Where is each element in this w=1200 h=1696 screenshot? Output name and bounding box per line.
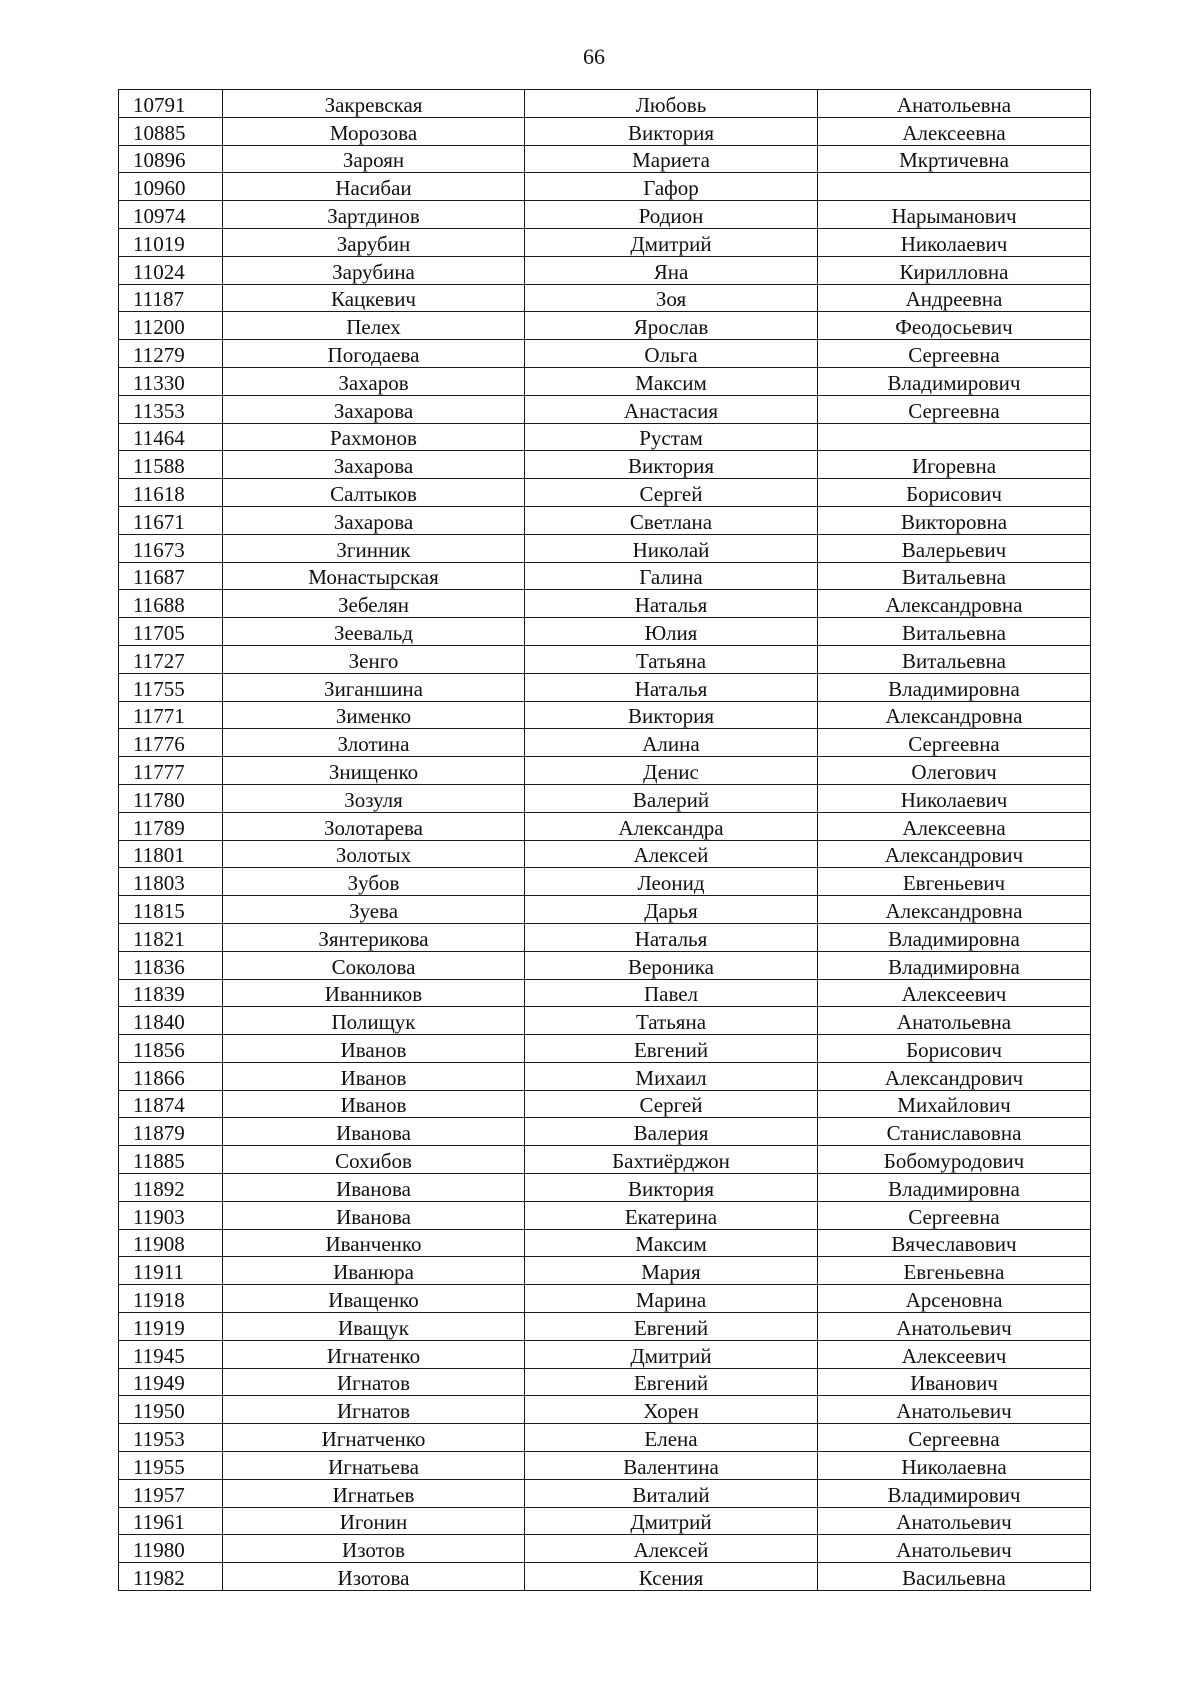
cell-patronymic: Станиславовна [818, 1118, 1091, 1146]
table-row [119, 256, 1091, 284]
cell-last-name: Игнатченко [223, 1424, 525, 1452]
cell-id: 11982 [119, 1563, 223, 1591]
cell-patronymic: Кирилловна [818, 256, 1091, 284]
cell-id: 11789 [119, 812, 223, 840]
table-row [119, 618, 1091, 646]
cell-patronymic: Алексеевна [818, 117, 1091, 145]
cell-first-name: Гафор [525, 173, 818, 201]
table-row [119, 951, 1091, 979]
cell-patronymic: Феодосьевич [818, 312, 1091, 340]
cell-last-name: Иванченко [223, 1229, 525, 1257]
cell-patronymic: Олегович [818, 757, 1091, 785]
cell-id: 11949 [119, 1368, 223, 1396]
table-row [119, 1368, 1091, 1396]
cell-id: 11919 [119, 1313, 223, 1341]
cell-first-name: Екатерина [525, 1201, 818, 1229]
table-row [119, 1146, 1091, 1174]
cell-first-name: Михаил [525, 1062, 818, 1090]
cell-id: 11856 [119, 1035, 223, 1063]
cell-last-name: Иванов [223, 1062, 525, 1090]
cell-patronymic: Андреевна [818, 284, 1091, 312]
cell-id: 11187 [119, 284, 223, 312]
cell-last-name: Иванов [223, 1090, 525, 1118]
cell-first-name: Виктория [525, 117, 818, 145]
cell-first-name: Алексей [525, 840, 818, 868]
cell-first-name: Дмитрий [525, 1340, 818, 1368]
cell-id: 10896 [119, 145, 223, 173]
table-row [119, 228, 1091, 256]
table-row [119, 729, 1091, 757]
table-row [119, 784, 1091, 812]
table-row [119, 117, 1091, 145]
cell-first-name: Хорен [525, 1396, 818, 1424]
cell-last-name: Игнатов [223, 1368, 525, 1396]
cell-first-name: Галина [525, 562, 818, 590]
cell-first-name: Евгений [525, 1313, 818, 1341]
cell-id: 11815 [119, 896, 223, 924]
cell-first-name: Ольга [525, 340, 818, 368]
cell-last-name: Изотова [223, 1563, 525, 1591]
cell-first-name: Сергей [525, 479, 818, 507]
cell-last-name: Иванова [223, 1174, 525, 1202]
table-row [119, 979, 1091, 1007]
cell-first-name: Валерия [525, 1118, 818, 1146]
cell-last-name: Зенго [223, 645, 525, 673]
cell-id: 11866 [119, 1062, 223, 1090]
cell-patronymic: Александрович [818, 840, 1091, 868]
cell-id: 11727 [119, 645, 223, 673]
cell-last-name: Морозова [223, 117, 525, 145]
table-row [119, 1007, 1091, 1035]
cell-last-name: Салтыков [223, 479, 525, 507]
cell-patronymic: Николаевич [818, 784, 1091, 812]
cell-id: 10885 [119, 117, 223, 145]
cell-patronymic: Александровна [818, 701, 1091, 729]
cell-patronymic: Анатольевич [818, 1396, 1091, 1424]
table-row [119, 1340, 1091, 1368]
table-row [119, 868, 1091, 896]
cell-id: 11821 [119, 923, 223, 951]
cell-last-name: Сохибов [223, 1146, 525, 1174]
table-row [119, 896, 1091, 924]
cell-first-name: Наталья [525, 673, 818, 701]
cell-id: 11464 [119, 423, 223, 451]
cell-last-name: Игонин [223, 1507, 525, 1535]
cell-patronymic: Александровна [818, 590, 1091, 618]
cell-first-name: Дмитрий [525, 228, 818, 256]
cell-last-name: Злотина [223, 729, 525, 757]
cell-patronymic: Бобомуродович [818, 1146, 1091, 1174]
table-row [119, 1229, 1091, 1257]
cell-id: 11980 [119, 1535, 223, 1563]
cell-first-name: Ксения [525, 1563, 818, 1591]
cell-last-name: Игнатьев [223, 1479, 525, 1507]
cell-last-name: Игнатов [223, 1396, 525, 1424]
table-row [119, 312, 1091, 340]
cell-last-name: Монастырская [223, 562, 525, 590]
cell-first-name: Татьяна [525, 645, 818, 673]
table-row [119, 1424, 1091, 1452]
table-row [119, 1535, 1091, 1563]
cell-patronymic: Владимировна [818, 1174, 1091, 1202]
cell-first-name: Сергей [525, 1090, 818, 1118]
cell-patronymic: Владимировна [818, 673, 1091, 701]
cell-id: 11874 [119, 1090, 223, 1118]
cell-patronymic: Вячеславович [818, 1229, 1091, 1257]
cell-id: 11840 [119, 1007, 223, 1035]
cell-first-name: Евгений [525, 1368, 818, 1396]
cell-id: 11961 [119, 1507, 223, 1535]
cell-patronymic: Владимирович [818, 367, 1091, 395]
cell-patronymic: Владимирович [818, 1479, 1091, 1507]
cell-id: 11953 [119, 1424, 223, 1452]
cell-first-name: Анастасия [525, 395, 818, 423]
cell-first-name: Виталий [525, 1479, 818, 1507]
table-row [119, 395, 1091, 423]
cell-patronymic: Сергеевна [818, 1201, 1091, 1229]
cell-id: 11803 [119, 868, 223, 896]
cell-last-name: Захаров [223, 367, 525, 395]
cell-id: 11918 [119, 1285, 223, 1313]
cell-patronymic: Алексеевна [818, 812, 1091, 840]
cell-patronymic: Валерьевич [818, 534, 1091, 562]
cell-patronymic: Владимировна [818, 951, 1091, 979]
cell-patronymic: Нарыманович [818, 201, 1091, 229]
cell-patronymic [818, 173, 1091, 201]
table-row [119, 1313, 1091, 1341]
page-number: 66 [583, 44, 605, 69]
cell-first-name: Виктория [525, 451, 818, 479]
cell-patronymic: Евгеньевич [818, 868, 1091, 896]
table-row [119, 479, 1091, 507]
cell-first-name: Евгений [525, 1035, 818, 1063]
cell-last-name: Игнатенко [223, 1340, 525, 1368]
cell-id: 10791 [119, 90, 223, 118]
cell-id: 11780 [119, 784, 223, 812]
cell-patronymic: Витальевна [818, 562, 1091, 590]
cell-patronymic: Александровна [818, 896, 1091, 924]
table-row [119, 1285, 1091, 1313]
cell-first-name: Светлана [525, 506, 818, 534]
cell-patronymic: Сергеевна [818, 1424, 1091, 1452]
registry-table-body [119, 90, 1091, 1591]
table-row [119, 451, 1091, 479]
cell-last-name: Иванова [223, 1118, 525, 1146]
cell-last-name: Соколова [223, 951, 525, 979]
cell-id: 10960 [119, 173, 223, 201]
table-row [119, 590, 1091, 618]
cell-last-name: Иванова [223, 1201, 525, 1229]
cell-id: 11687 [119, 562, 223, 590]
registry-table [118, 89, 1091, 1591]
cell-first-name: Юлия [525, 618, 818, 646]
cell-id: 11200 [119, 312, 223, 340]
cell-patronymic: Мкртичевна [818, 145, 1091, 173]
table-row [119, 701, 1091, 729]
cell-patronymic: Михайлович [818, 1090, 1091, 1118]
cell-patronymic: Алексеевич [818, 1340, 1091, 1368]
cell-patronymic: Анатольевич [818, 1313, 1091, 1341]
cell-patronymic: Владимировна [818, 923, 1091, 951]
table-row [119, 423, 1091, 451]
cell-last-name: Полищук [223, 1007, 525, 1035]
cell-first-name: Валерий [525, 784, 818, 812]
cell-last-name: Зартдинов [223, 201, 525, 229]
cell-id: 11957 [119, 1479, 223, 1507]
cell-id: 11777 [119, 757, 223, 785]
cell-patronymic: Сергеевна [818, 340, 1091, 368]
cell-last-name: Захарова [223, 451, 525, 479]
cell-id: 11945 [119, 1340, 223, 1368]
table-row [119, 1452, 1091, 1480]
table-row [119, 367, 1091, 395]
cell-first-name: Николай [525, 534, 818, 562]
cell-first-name: Мария [525, 1257, 818, 1285]
cell-id: 11353 [119, 395, 223, 423]
table-row [119, 812, 1091, 840]
cell-last-name: Золотарева [223, 812, 525, 840]
cell-patronymic: Анатольевич [818, 1507, 1091, 1535]
table-row [119, 923, 1091, 951]
cell-id: 11588 [119, 451, 223, 479]
cell-first-name: Александра [525, 812, 818, 840]
cell-last-name: Зянтерикова [223, 923, 525, 951]
table-row [119, 201, 1091, 229]
cell-id: 11892 [119, 1174, 223, 1202]
table-row [119, 145, 1091, 173]
cell-patronymic: Викторовна [818, 506, 1091, 534]
cell-id: 11673 [119, 534, 223, 562]
cell-id: 11836 [119, 951, 223, 979]
cell-last-name: Насибаи [223, 173, 525, 201]
cell-last-name: Иванюра [223, 1257, 525, 1285]
cell-patronymic: Анатольевна [818, 1007, 1091, 1035]
cell-id: 11885 [119, 1146, 223, 1174]
cell-id: 11771 [119, 701, 223, 729]
cell-first-name: Родион [525, 201, 818, 229]
table-row [119, 284, 1091, 312]
table-row [119, 1035, 1091, 1063]
cell-id: 11688 [119, 590, 223, 618]
cell-id: 11801 [119, 840, 223, 868]
cell-patronymic: Сергеевна [818, 729, 1091, 757]
cell-id: 11755 [119, 673, 223, 701]
cell-id: 11330 [119, 367, 223, 395]
cell-last-name: Иващук [223, 1313, 525, 1341]
cell-first-name: Денис [525, 757, 818, 785]
cell-last-name: Зебелян [223, 590, 525, 618]
cell-patronymic: Витальевна [818, 645, 1091, 673]
table-row [119, 1507, 1091, 1535]
cell-last-name: Захарова [223, 395, 525, 423]
cell-id: 11839 [119, 979, 223, 1007]
table-row [119, 1479, 1091, 1507]
table-row [119, 1090, 1091, 1118]
cell-last-name: Игнатьева [223, 1452, 525, 1480]
cell-id: 11903 [119, 1201, 223, 1229]
cell-patronymic: Игоревна [818, 451, 1091, 479]
cell-first-name: Дарья [525, 896, 818, 924]
table-row [119, 534, 1091, 562]
cell-first-name: Вероника [525, 951, 818, 979]
cell-first-name: Наталья [525, 923, 818, 951]
cell-last-name: Зарубина [223, 256, 525, 284]
cell-first-name: Павел [525, 979, 818, 1007]
cell-first-name: Виктория [525, 701, 818, 729]
cell-first-name: Валентина [525, 1452, 818, 1480]
table-row [119, 1201, 1091, 1229]
cell-last-name: Закревская [223, 90, 525, 118]
cell-first-name: Бахтиёрджон [525, 1146, 818, 1174]
cell-first-name: Татьяна [525, 1007, 818, 1035]
table-row [119, 90, 1091, 118]
cell-last-name: Зубов [223, 868, 525, 896]
cell-id: 11950 [119, 1396, 223, 1424]
cell-patronymic: Алексеевич [818, 979, 1091, 1007]
cell-patronymic: Александрович [818, 1062, 1091, 1090]
table-row [119, 1062, 1091, 1090]
cell-first-name: Мариета [525, 145, 818, 173]
table-row [119, 673, 1091, 701]
cell-first-name: Яна [525, 256, 818, 284]
cell-first-name: Максим [525, 367, 818, 395]
cell-patronymic: Николаевна [818, 1452, 1091, 1480]
cell-last-name: Рахмонов [223, 423, 525, 451]
table-row [119, 1118, 1091, 1146]
cell-first-name: Дмитрий [525, 1507, 818, 1535]
cell-patronymic: Анатольевна [818, 90, 1091, 118]
table-row [119, 645, 1091, 673]
table-row [119, 757, 1091, 785]
cell-first-name: Максим [525, 1229, 818, 1257]
cell-patronymic: Борисович [818, 479, 1091, 507]
cell-first-name: Ярослав [525, 312, 818, 340]
cell-last-name: Иванов [223, 1035, 525, 1063]
cell-first-name: Алина [525, 729, 818, 757]
cell-last-name: Пелех [223, 312, 525, 340]
cell-first-name: Виктория [525, 1174, 818, 1202]
cell-id: 11024 [119, 256, 223, 284]
cell-id: 11671 [119, 506, 223, 534]
cell-id: 11705 [119, 618, 223, 646]
cell-last-name: Иващенко [223, 1285, 525, 1313]
cell-patronymic: Евгеньевна [818, 1257, 1091, 1285]
cell-last-name: Изотов [223, 1535, 525, 1563]
table-row [119, 506, 1091, 534]
cell-last-name: Зименко [223, 701, 525, 729]
cell-id: 11955 [119, 1452, 223, 1480]
cell-last-name: Зароян [223, 145, 525, 173]
cell-last-name: Згинник [223, 534, 525, 562]
cell-last-name: Зозуля [223, 784, 525, 812]
table-row [119, 1174, 1091, 1202]
table-row [119, 562, 1091, 590]
cell-last-name: Золотых [223, 840, 525, 868]
cell-patronymic: Борисович [818, 1035, 1091, 1063]
cell-first-name: Наталья [525, 590, 818, 618]
table-row [119, 340, 1091, 368]
cell-last-name: Кацкевич [223, 284, 525, 312]
cell-first-name: Марина [525, 1285, 818, 1313]
cell-id: 11879 [119, 1118, 223, 1146]
cell-first-name: Рустам [525, 423, 818, 451]
cell-id: 11908 [119, 1229, 223, 1257]
cell-id: 10974 [119, 201, 223, 229]
cell-first-name: Зоя [525, 284, 818, 312]
cell-last-name: Зуева [223, 896, 525, 924]
cell-id: 11019 [119, 228, 223, 256]
cell-patronymic: Васильевна [818, 1563, 1091, 1591]
cell-last-name: Погодаева [223, 340, 525, 368]
cell-id: 11776 [119, 729, 223, 757]
cell-patronymic: Арсеновна [818, 1285, 1091, 1313]
cell-first-name: Любовь [525, 90, 818, 118]
cell-id: 11911 [119, 1257, 223, 1285]
cell-id: 11279 [119, 340, 223, 368]
cell-id: 11618 [119, 479, 223, 507]
cell-patronymic: Витальевна [818, 618, 1091, 646]
cell-last-name: Зеевальд [223, 618, 525, 646]
cell-patronymic: Анатольевич [818, 1535, 1091, 1563]
cell-patronymic [818, 423, 1091, 451]
cell-patronymic: Иванович [818, 1368, 1091, 1396]
cell-last-name: Зарубин [223, 228, 525, 256]
table-row [119, 1396, 1091, 1424]
cell-patronymic: Николаевич [818, 228, 1091, 256]
table-row [119, 173, 1091, 201]
cell-last-name: Знищенко [223, 757, 525, 785]
table-row [119, 1257, 1091, 1285]
table-row [119, 840, 1091, 868]
cell-first-name: Леонид [525, 868, 818, 896]
table-row [119, 1563, 1091, 1591]
cell-last-name: Иванников [223, 979, 525, 1007]
cell-first-name: Елена [525, 1424, 818, 1452]
cell-patronymic: Сергеевна [818, 395, 1091, 423]
cell-last-name: Зиганшина [223, 673, 525, 701]
cell-last-name: Захарова [223, 506, 525, 534]
cell-first-name: Алексей [525, 1535, 818, 1563]
